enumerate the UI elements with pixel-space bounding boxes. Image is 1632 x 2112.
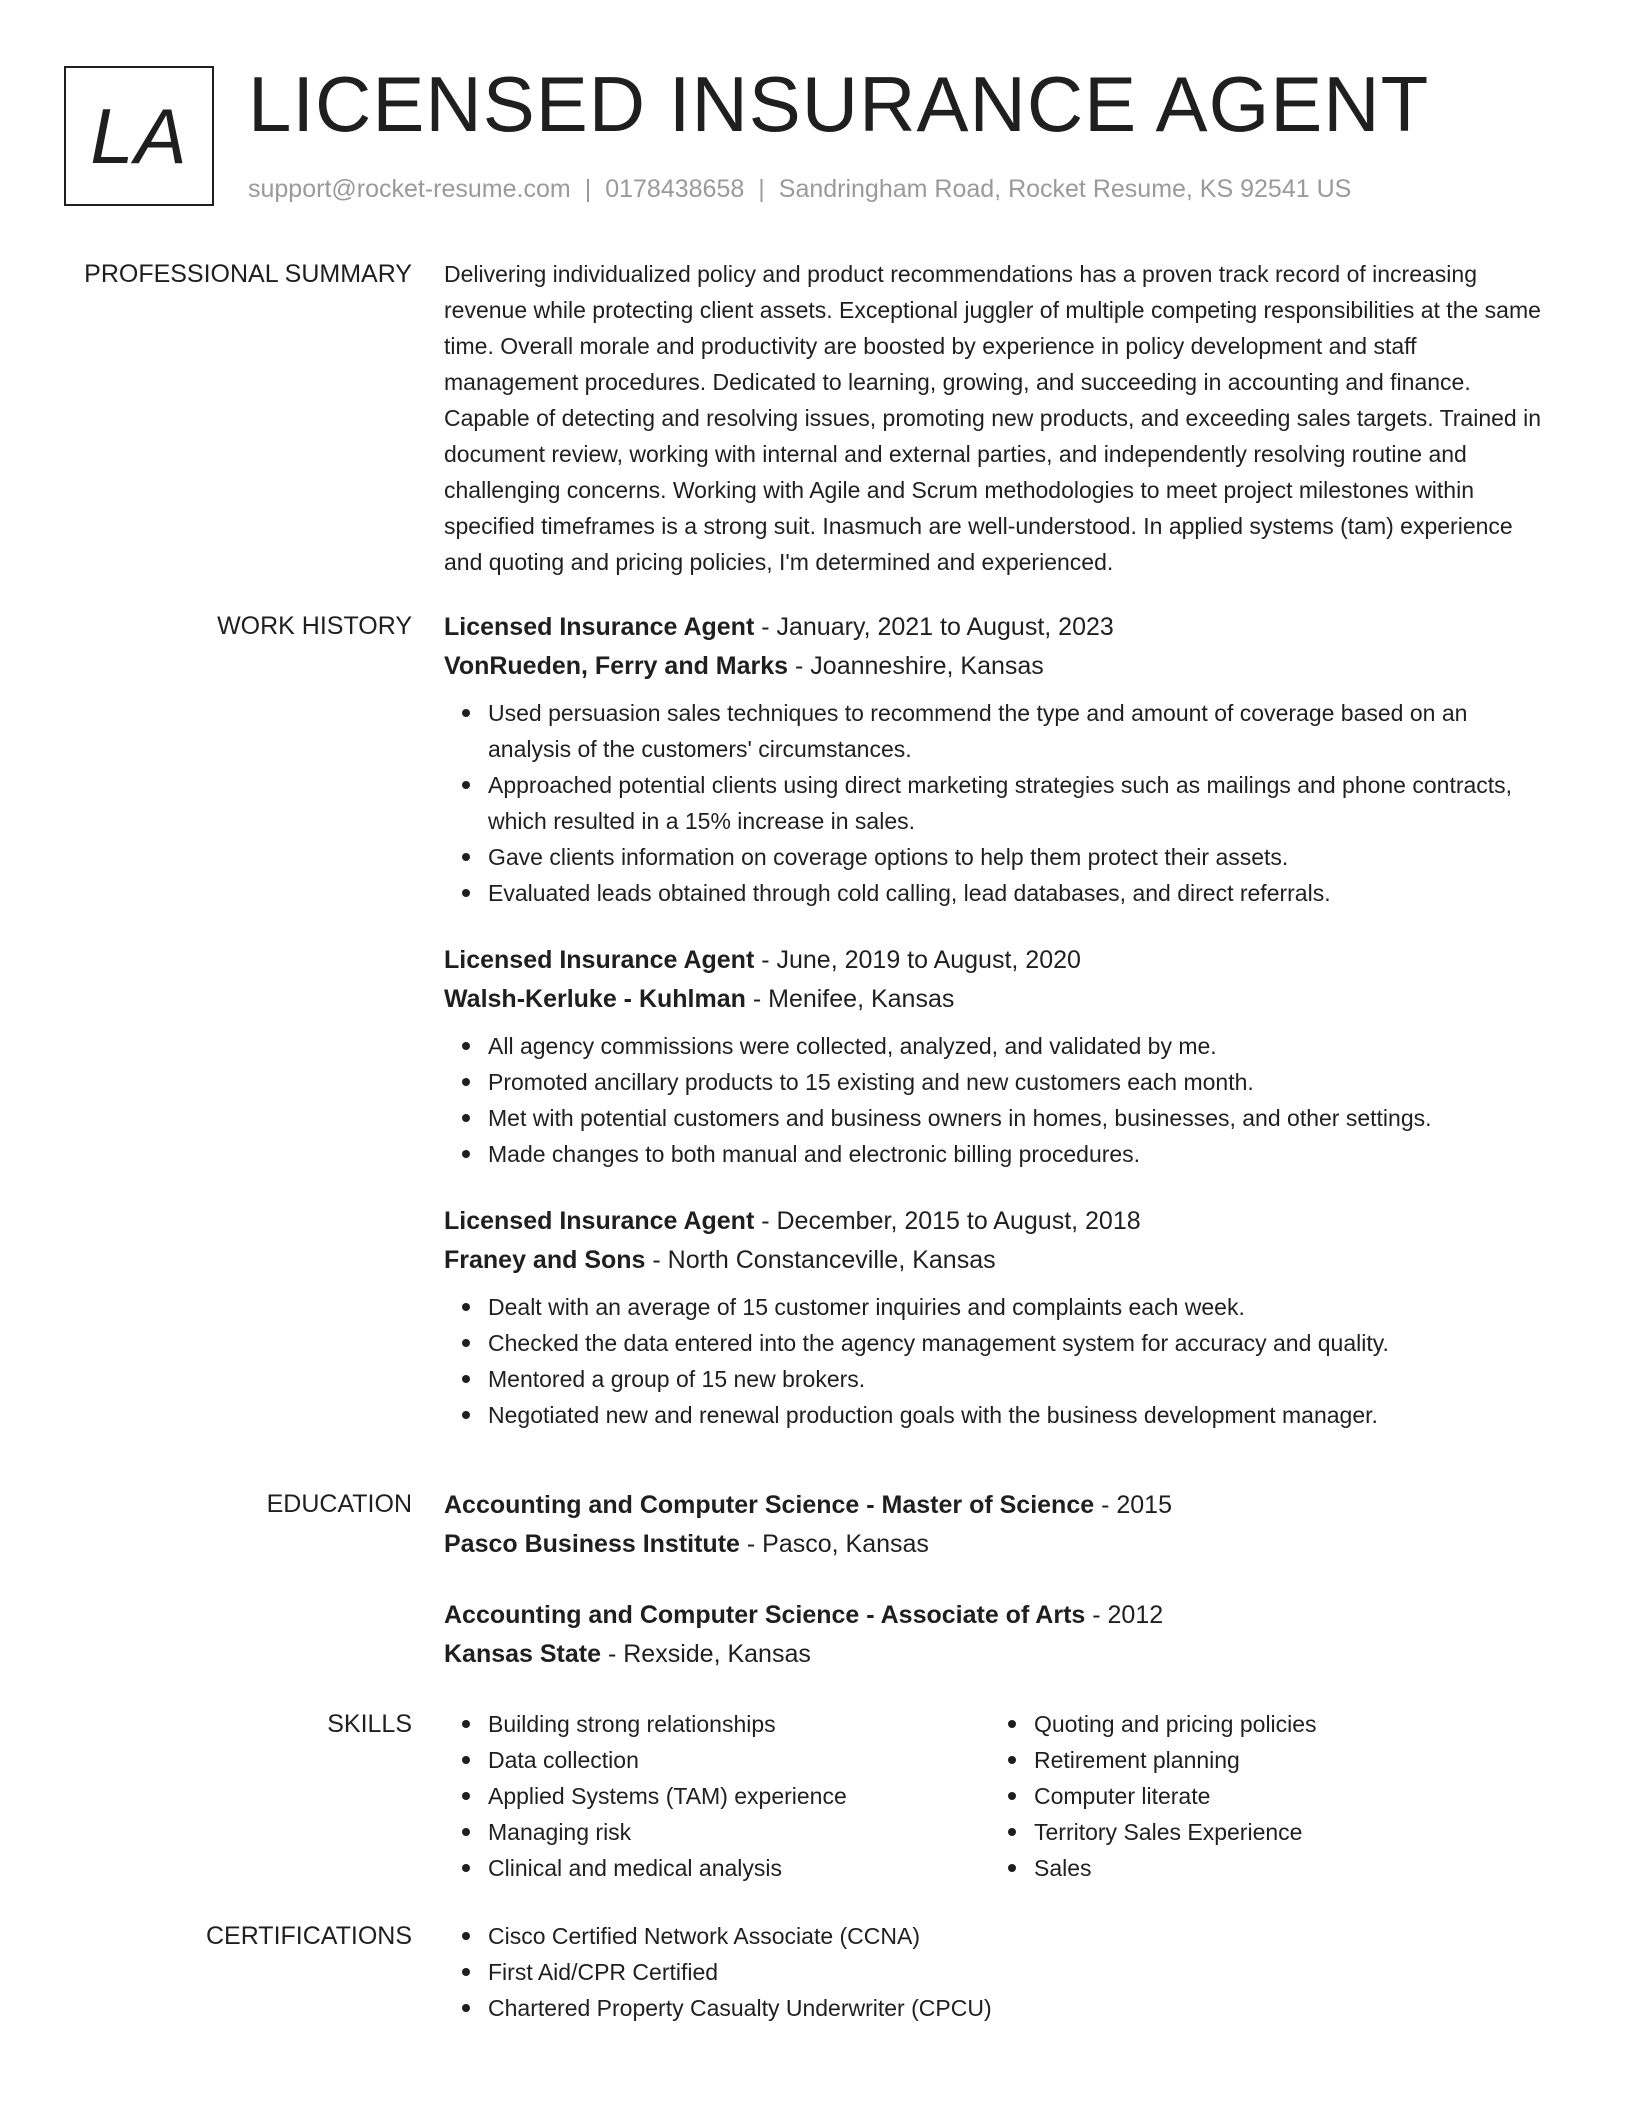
job-dates: - December, 2015 to August, 2018 <box>754 1207 1141 1235</box>
degree-title: Accounting and Computer Science - Master of Science <box>444 1491 1095 1519</box>
list-item: Dealt with an average of 15 customer inquiries and complaints each week. <box>488 1289 1556 1325</box>
list-item: Retirement planning <box>1034 1742 1536 1778</box>
list-item: Quoting and pricing policies <box>1034 1706 1536 1742</box>
school-name: Kansas State <box>444 1640 602 1668</box>
education-body <box>444 1486 1556 1706</box>
skills-column-left <box>444 1706 990 1886</box>
skills-list-right <box>990 1706 1536 1886</box>
job-location: - North Constanceville, Kansas <box>645 1246 996 1274</box>
list-item: Data collection <box>488 1742 990 1778</box>
resume-title: LICENSED INSURANCE AGENT <box>248 60 1430 148</box>
list-item: Promoted ancillary products to 15 existing and new customers each month. <box>488 1064 1556 1100</box>
job-location: - Menifee, Kansas <box>745 985 955 1013</box>
job-location: - Joanneshire, Kansas <box>788 652 1044 680</box>
list-item: Evaluated leads obtained through cold calling, lead databases, and direct referrals. <box>488 875 1556 911</box>
contact-address: Sandringham Road, Rocket Resume, KS 92541 US <box>778 175 1352 203</box>
certifications-body <box>444 1918 1556 2026</box>
list-item: Approached potential clients using direct marketing strategies such as mailings and phone contracts, which resulted in a 15% increase in sales. <box>488 767 1556 839</box>
monogram-box <box>64 66 214 206</box>
list-item: Cisco Certified Network Associate (CCNA) <box>488 1918 1556 1954</box>
school-line <box>444 1635 1556 1674</box>
job-title: Licensed Insurance Agent <box>444 1207 755 1235</box>
education-entry <box>444 1596 1556 1674</box>
list-item: Mentored a group of 15 new brokers. <box>488 1361 1556 1397</box>
list-item: First Aid/CPR Certified <box>488 1954 1556 1990</box>
section-label-skills: SKILLS <box>327 1710 412 1738</box>
job-company-line <box>444 980 1556 1019</box>
job-dates: - June, 2019 to August, 2020 <box>754 946 1081 974</box>
job-title-line <box>444 941 1556 980</box>
monogram-initials: LA <box>90 91 188 180</box>
school-line <box>444 1525 1556 1564</box>
job-title: Licensed Insurance Agent <box>444 613 755 641</box>
job-duties-list <box>444 1028 1556 1172</box>
job-company-line <box>444 647 1556 686</box>
job-title: Licensed Insurance Agent <box>444 946 755 974</box>
contact-separator: | <box>758 175 765 203</box>
school-name: Pasco Business Institute <box>444 1530 740 1558</box>
summary-body <box>444 256 1556 580</box>
list-item: Made changes to both manual and electronic billing procedures. <box>488 1136 1556 1172</box>
job-company-line <box>444 1241 1556 1280</box>
list-item: Met with potential customers and business owners in homes, businesses, and other settings. <box>488 1100 1556 1136</box>
list-item: Used persuasion sales techniques to recommend the type and amount of coverage based on an analysis of the customers' circumstances. <box>488 695 1556 767</box>
job-entry <box>444 941 1556 1172</box>
degree-year: - 2012 <box>1085 1601 1164 1629</box>
degree-year: - 2015 <box>1094 1491 1172 1519</box>
job-company: Franey and Sons <box>444 1246 646 1274</box>
job-dates: - January, 2021 to August, 2023 <box>754 613 1114 641</box>
list-item: Building strong relationships <box>488 1706 990 1742</box>
contact-separator: | <box>584 175 592 203</box>
skills-columns <box>444 1706 1556 1886</box>
job-duties-list <box>444 695 1556 911</box>
section-label-summary: PROFESSIONAL SUMMARY <box>84 260 412 288</box>
list-item: Chartered Property Casualty Underwriter (CPCU) <box>488 1990 1556 2026</box>
section-label-certifications: CERTIFICATIONS <box>205 1922 412 1950</box>
list-item: Checked the data entered into the agency management system for accuracy and quality. <box>488 1325 1556 1361</box>
work-history-body <box>444 608 1556 1463</box>
job-entry <box>444 608 1556 911</box>
list-item: Negotiated new and renewal production goals with the business development manager. <box>488 1397 1556 1433</box>
school-location: - Rexside, Kansas <box>601 1640 811 1668</box>
skills-body <box>444 1706 1556 1886</box>
job-company: VonRueden, Ferry and Marks <box>444 652 789 680</box>
certifications-list <box>444 1918 1556 2026</box>
degree-line <box>444 1486 1556 1525</box>
job-title-line <box>444 1202 1556 1241</box>
list-item: Gave clients information on coverage options to help them protect their assets. <box>488 839 1556 875</box>
list-item: Managing risk <box>488 1814 990 1850</box>
degree-line <box>444 1596 1556 1635</box>
education-entry <box>444 1486 1556 1564</box>
degree-title: Accounting and Computer Science - Associate of Arts <box>444 1601 1086 1629</box>
job-entry <box>444 1202 1556 1433</box>
contact-line <box>248 174 1351 204</box>
school-location: - Pasco, Kansas <box>739 1530 929 1558</box>
section-label-education: EDUCATION <box>266 1490 412 1518</box>
list-item: Computer literate <box>1034 1778 1536 1814</box>
list-item: All agency commissions were collected, analyzed, and validated by me. <box>488 1028 1556 1064</box>
section-label-work-history: WORK HISTORY <box>217 612 412 640</box>
list-item: Applied Systems (TAM) experience <box>488 1778 990 1814</box>
contact-email: support@rocket-resume.com <box>248 175 571 203</box>
list-item: Sales <box>1034 1850 1536 1886</box>
skills-column-right <box>990 1706 1536 1886</box>
skills-list-left <box>444 1706 990 1886</box>
list-item: Territory Sales Experience <box>1034 1814 1536 1850</box>
job-company: Walsh-Kerluke - Kuhlman <box>444 985 746 1013</box>
job-title-line <box>444 608 1556 647</box>
contact-phone: 0178438658 <box>605 175 745 203</box>
job-duties-list <box>444 1289 1556 1433</box>
list-item: Clinical and medical analysis <box>488 1850 990 1886</box>
summary-text: Delivering individualized policy and product recommendations has a proven track record of increasing revenue while protecting client assets. Exceptional juggler of multiple competing responsibilities at the same time. Overall morale and productivity are boosted by experience in policy development and staff management procedures. Dedicated to learning, growing, and succeeding in accounting and finance. Capable of detecting and resolving issues, promoting new products, and exceeding sales targets. Trained in document review, working with internal and external parties, and independently resolving routine and challenging concerns. Working with Agile and Scrum methodologies to meet project milestones within specified timeframes is a strong suit. Inasmuch are well-understood. In applied systems (tam) experience and quoting and pricing policies, I'm determined and experienced. <box>444 261 1541 575</box>
